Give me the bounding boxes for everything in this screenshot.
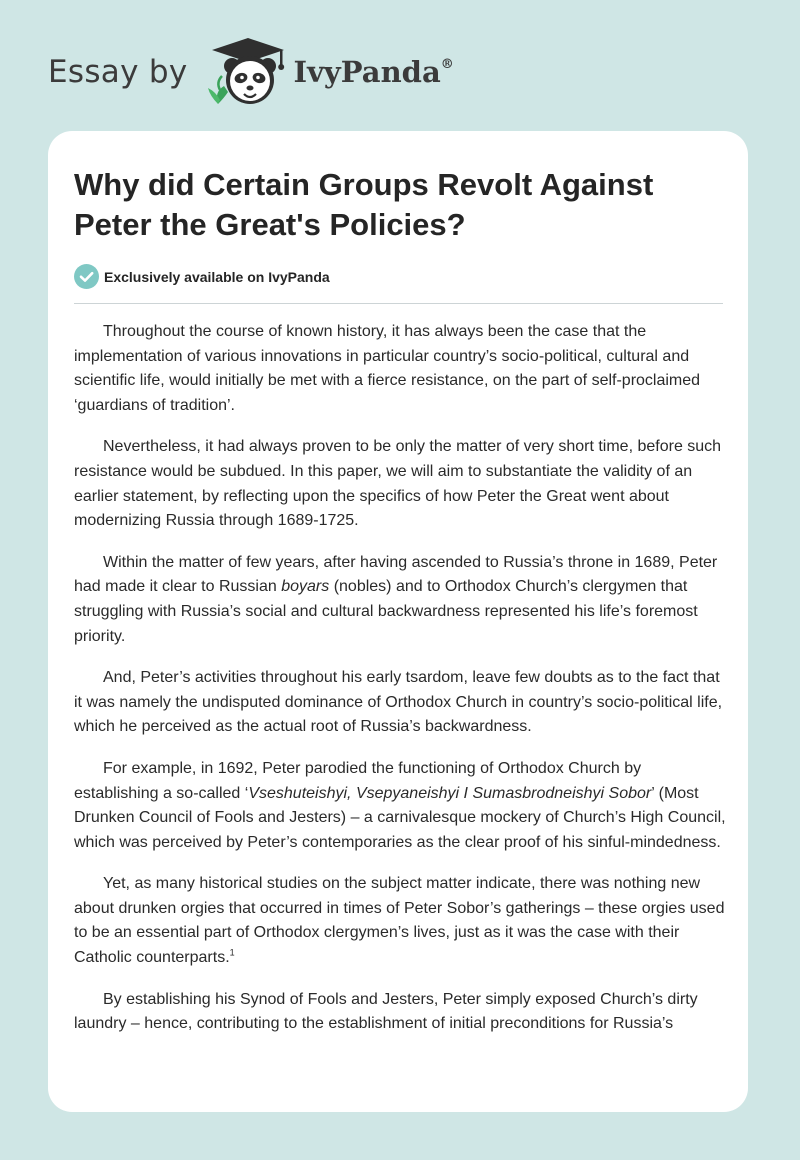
italic-term: boyars xyxy=(281,578,330,596)
paragraph: By establishing his Synod of Fools and Jesters, Peter simply exposed Church’s dirty laundry – hence, contributing to the establishment of initial preconditions for Russia’s xyxy=(74,990,698,1033)
panda-logo-icon xyxy=(202,34,290,110)
site-header xyxy=(48,34,454,110)
paragraph: Throughout the course of known history, it has always been the case that the implementation of various innovations in particular country’s socio-political, cultural and scientific life, would initially be met with a fierce resistance, on the part of self-proclaimed ‘guardians of tradition’. xyxy=(74,323,701,414)
paragraph xyxy=(74,551,726,649)
paragraph-text: Within the matter of few years, after having ascended to Russia’s throne in 1689, Peter had made it clear to Russian xyxy=(74,553,718,596)
paragraph xyxy=(74,757,726,855)
paragraph: And, Peter’s activities throughout his early tsardom, leave few doubts as to the fact that it was namely the undisputed dominance of Orthodox Church in country’s socio-political life, which he perceived as the actual root of Russia’s backwardness. xyxy=(74,669,723,736)
paragraph-text: Yet, as many historical studies on the subject matter indicate, there was nothing new about drunken orgies that occurred in times of Peter Sobor’s gatherings – these orgies used to be an essential part of Orthodox clergymen’s lives, just as it was the case with their Catholic counterparts. xyxy=(74,875,725,967)
exclusive-badge-label: Exclusively available on IvyPanda xyxy=(104,268,330,285)
essay-by-label: Essay by xyxy=(48,54,188,90)
brand-text: IvyPanda xyxy=(293,55,441,89)
paragraph xyxy=(74,872,726,970)
exclusive-badge xyxy=(74,264,330,289)
italic-term: Vseshuteishyi, Vsepyaneishyi I Sumasbrodneishyi Sobor xyxy=(248,784,652,802)
paragraph: Nevertheless, it had always proven to be only the matter of very short time, before such resistance would be subdued. In this paper, we will aim to substantiate the validity of an earlier statement, by reflecting upon the specifics of how Peter the Great went about modernizing Russia through 1689-1725. xyxy=(74,438,722,530)
paragraph-text: ’ (Most Drunken Council of Fools and Jesters) – a carnivalesque mockery of Church’s High Council, which was perceived by Peter’s contemporaries as the clear proof of his sinful-mindedness. xyxy=(74,784,726,851)
brand-name xyxy=(294,55,454,89)
registered-mark: ® xyxy=(440,57,454,72)
check-badge-icon xyxy=(74,264,99,289)
divider xyxy=(74,303,723,304)
article-card xyxy=(48,131,748,1112)
paragraph-text: (nobles) and to Orthodox Church’s clergymen that struggling with Russia’s social and cultural backwardness represented his life’s foremost priority. xyxy=(74,578,698,645)
article-body xyxy=(74,320,726,1054)
paragraph-text: For example, in 1692, Peter parodied the functioning of Orthodox Church by establishing a so-called ‘ xyxy=(74,759,642,802)
footnote-ref[interactable]: 1 xyxy=(229,947,235,958)
page-title: Why did Certain Groups Revolt Against Peter the Great's Policies? xyxy=(74,167,654,242)
